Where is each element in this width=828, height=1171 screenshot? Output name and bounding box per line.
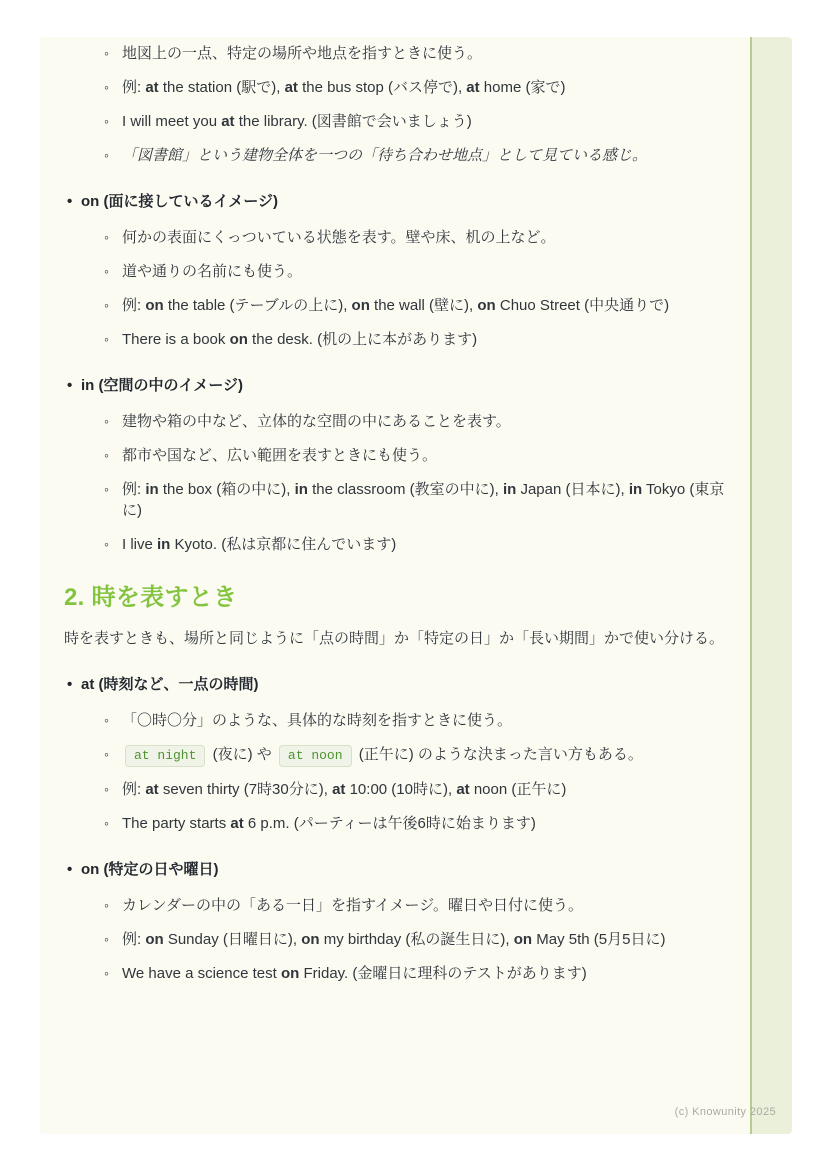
text-run: the library. (図書館で会いましょう) [234,113,472,130]
text-run: the bus stop (バス停で), [297,79,467,96]
text-run: 例: [122,931,146,948]
document-page [40,37,792,1134]
sub-list-item [64,411,732,432]
code-chip: at night [125,745,205,767]
text-run: seven thirty (7時30分に), [158,781,333,798]
text-run: in [145,481,159,498]
circle-bullet-icon: ◦ [104,536,109,552]
text-run: on (特定の日や曜日) [81,861,219,878]
text-run: 建物や箱の中など、立体的な空間の中にあることを表す。 [122,413,511,430]
sub-list [64,227,732,350]
text-run: on [229,331,248,348]
text-run: the wall (壁に), [369,297,478,314]
circle-bullet-icon: ◦ [104,815,109,831]
text-run: at [230,815,244,832]
sub-list [64,895,732,984]
sub-list [64,411,732,555]
list-item-header [64,191,732,212]
sub-list-item [64,295,732,316]
text-run: (夜に) や [208,746,276,763]
text-run: 何かの表面にくっついている状態を表す。壁や床、机の上など。 [122,229,556,246]
text-run: home (家で) [479,79,566,96]
text-run: the station (駅で), [158,79,285,96]
section-heading: 2. 時を表すとき [64,584,238,611]
text-run: 例: [122,297,146,314]
sub-list-item [64,111,732,132]
circle-bullet-icon: ◦ [104,229,109,245]
circle-bullet-icon: ◦ [104,413,109,429]
text-run: at [145,79,159,96]
sub-list [64,43,732,166]
circle-bullet-icon: ◦ [104,965,109,981]
text-run: May 5th (5月5日に) [532,931,666,948]
text-run: 地図上の一点、特定の場所や地点を指すときに使う。 [122,45,483,62]
sub-list-item [64,779,732,800]
text-run: 時を表すときも、場所と同じように「点の時間」か「特定の日」か「長い期間」かで使い分ける。 [64,630,725,647]
list-item-header [64,674,732,695]
sub-list-item [64,895,732,916]
text-run: at [145,781,159,798]
bullet-icon: • [67,676,73,693]
text-run: at [466,79,480,96]
text-run: (正午に) のような決まった言い方もある。 [354,746,643,763]
text-run: We have a science test [122,965,281,982]
text-run: on [301,931,320,948]
text-run: in [502,481,517,498]
text-run: I will meet you [122,113,222,130]
circle-bullet-icon: ◦ [104,113,109,129]
text-run: Sunday (日曜日に), [163,931,302,948]
paragraph [64,628,732,649]
circle-bullet-icon: ◦ [104,481,109,497]
bullet-icon: • [67,377,73,394]
text-run: Friday. (金曜日に理科のテストがあります) [299,965,587,982]
list-item-header [64,859,732,880]
circle-bullet-icon: ◦ [104,931,109,947]
code-chip: at noon [279,745,352,767]
text-run: at [456,781,470,798]
sub-list-item [64,710,732,731]
bullet-icon: • [67,193,73,210]
text-run: the classroom (教室の中に), [307,481,503,498]
text-run: the desk. (机の上に本があります) [247,331,478,348]
text-run: 「図書館」という建物全体を一つの「待ち合わせ地点」として見ている感じ。 [122,147,648,164]
text-run: the table (テーブルの上に), [163,297,352,314]
sub-list-item [64,445,732,466]
text-run: 「〇時〇分」のような、具体的な時刻を指すときに使う。 [122,712,513,729]
sub-list [64,710,732,834]
sub-list-item [64,744,732,766]
circle-bullet-icon: ◦ [104,263,109,279]
sub-list-item [64,479,732,521]
circle-bullet-icon: ◦ [104,447,109,463]
text-run: 道や通りの名前にも使う。 [122,263,303,280]
text-run: on [477,297,496,314]
text-run: at [332,781,346,798]
text-run: 都市や国など、広い範囲を表すときにも使う。 [122,447,438,464]
circle-bullet-icon: ◦ [104,331,109,347]
text-run: on [145,931,164,948]
sub-list-item [64,43,732,64]
circle-bullet-icon: ◦ [104,712,109,728]
watermark: (c) Knowunity 2025 [674,1106,776,1118]
circle-bullet-icon: ◦ [104,897,109,913]
text-run: on [145,297,164,314]
text-run: Chuo Street (中央通りで) [495,297,670,314]
text-run: in [628,481,643,498]
sub-list-item [64,77,732,98]
text-run: the box (箱の中に), [158,481,295,498]
sub-list-item [64,261,732,282]
circle-bullet-icon: ◦ [104,79,109,95]
text-run: 例: [122,79,146,96]
text-run: 例: [122,481,146,498]
sub-list-item [64,227,732,248]
circle-bullet-icon: ◦ [104,746,109,762]
text-run: at (時刻など、一点の時間) [81,676,259,693]
text-run: my birthday (私の誕生日に), [319,931,514,948]
circle-bullet-icon: ◦ [104,147,109,163]
text-run: 例: [122,781,146,798]
text-run: The party starts [122,815,231,832]
text-run: There is a book [122,331,230,348]
text-run: on [351,297,370,314]
list-item-header [64,375,732,396]
text-run: in [294,481,308,498]
sub-list-item [64,534,732,555]
text-run: on [280,965,300,982]
text-run: I live [122,536,158,553]
text-run: on (面に接しているイメージ) [81,193,279,210]
sub-list-item [64,145,732,166]
circle-bullet-icon: ◦ [104,45,109,61]
sub-list-item [64,813,732,834]
text-run: in [157,536,171,553]
text-run: カレンダーの中の「ある一日」を指すイメージ。曜日や日付に使う。 [122,897,584,914]
text-run: Tokyo (東京に) [122,481,725,519]
circle-bullet-icon: ◦ [104,781,109,797]
text-run: at [284,79,298,96]
text-run: Japan (日本に), [516,481,629,498]
bullet-icon: • [67,861,73,878]
circle-bullet-icon: ◦ [104,297,109,313]
sub-list-item [64,329,732,350]
text-run: Kyoto. (私は京都に住んでいます) [170,536,397,553]
text-run: on [513,931,533,948]
text-run: in (空間の中のイメージ) [81,377,244,394]
text-run: noon (正午に) [469,781,567,798]
sub-list-item [64,929,732,950]
text-run: 10:00 (10時に), [345,781,457,798]
text-run: 6 p.m. (パーティーは午後6時に始まります) [243,815,536,832]
document-content [40,37,792,984]
sub-list-item [64,963,732,984]
text-run: at [221,113,235,130]
